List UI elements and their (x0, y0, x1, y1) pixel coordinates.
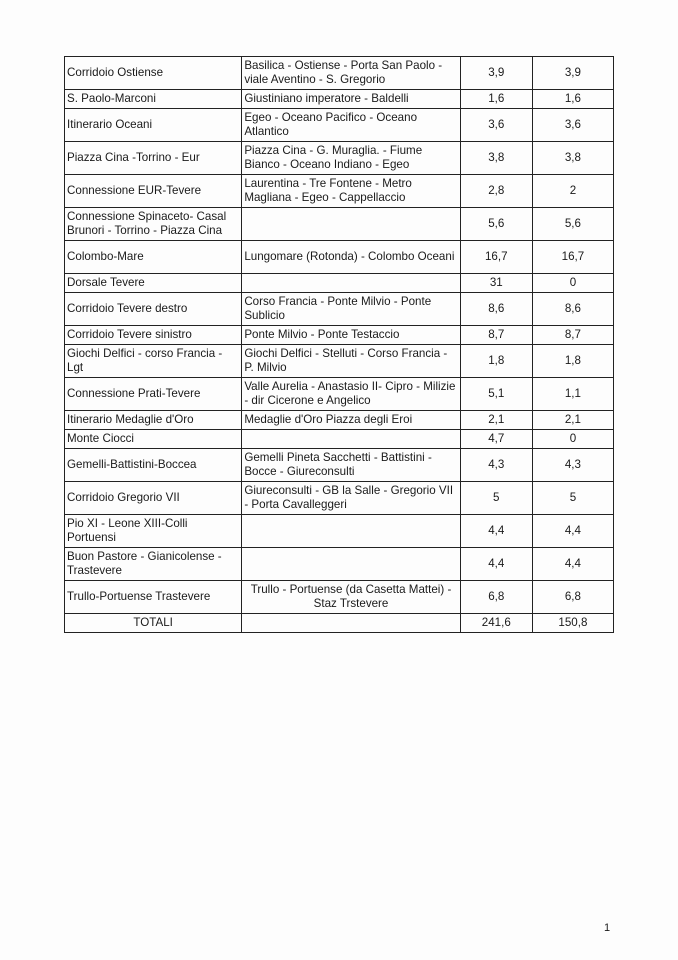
km-value-2: 16,7 (532, 241, 613, 274)
route-name: Corridoio Tevere sinistro (65, 326, 242, 345)
km-value-2: 5,6 (532, 208, 613, 241)
km-value-1: 4,3 (460, 449, 532, 482)
total-km-2: 150,8 (532, 614, 613, 633)
km-value-1: 1,6 (460, 90, 532, 109)
route-path (242, 548, 460, 581)
table-row (65, 548, 614, 581)
route-path: Giureconsulti - GB la Salle - Gregorio VII - Porta Cavalleggeri (242, 482, 460, 515)
totals-label: TOTALI (65, 614, 242, 633)
table-row (65, 57, 614, 90)
route-name: Corridoio Gregorio VII (65, 482, 242, 515)
table-row (65, 208, 614, 241)
km-value-1: 1,8 (460, 345, 532, 378)
km-value-2: 4,3 (532, 449, 613, 482)
km-value-2: 2,1 (532, 411, 613, 430)
km-value-1: 5,1 (460, 378, 532, 411)
km-value-2: 8,7 (532, 326, 613, 345)
route-path: Giochi Delfici - Stelluti - Corso Francia - P. Milvio (242, 345, 460, 378)
route-name: Colombo-Mare (65, 241, 242, 274)
table-row (65, 411, 614, 430)
route-name: Corridoio Ostiense (65, 57, 242, 90)
route-name: Giochi Delfici - corso Francia - Lgt (65, 345, 242, 378)
route-path: Piazza Cina - G. Muraglia. - Fiume Bianco - Oceano Indiano - Egeo (242, 142, 460, 175)
route-path (242, 274, 460, 293)
routes-table (64, 56, 614, 633)
route-name: S. Paolo-Marconi (65, 90, 242, 109)
table-row (65, 449, 614, 482)
route-name: Itinerario Oceani (65, 109, 242, 142)
route-name: Connessione Spinaceto- Casal Brunori - Torrino - Piazza Cina (65, 208, 242, 241)
km-value-1: 2,1 (460, 411, 532, 430)
km-value-1: 2,8 (460, 175, 532, 208)
table-row (65, 515, 614, 548)
table-row (65, 274, 614, 293)
km-value-2: 3,6 (532, 109, 613, 142)
km-value-2: 1,6 (532, 90, 613, 109)
route-path (242, 515, 460, 548)
table-row (65, 430, 614, 449)
table-row (65, 581, 614, 614)
km-value-1: 16,7 (460, 241, 532, 274)
route-name: Dorsale Tevere (65, 274, 242, 293)
table-row (65, 482, 614, 515)
route-path: Corso Francia - Ponte Milvio - Ponte Sublicio (242, 293, 460, 326)
km-value-1: 3,9 (460, 57, 532, 90)
km-value-2: 4,4 (532, 548, 613, 581)
table-row (65, 90, 614, 109)
km-value-1: 8,6 (460, 293, 532, 326)
km-value-2: 5 (532, 482, 613, 515)
route-path: Ponte Milvio - Ponte Testaccio (242, 326, 460, 345)
totals-route (242, 614, 460, 633)
table-row (65, 241, 614, 274)
table-row (65, 109, 614, 142)
km-value-1: 31 (460, 274, 532, 293)
table-row (65, 293, 614, 326)
km-value-1: 6,8 (460, 581, 532, 614)
route-name: Piazza Cina -Torrino - Eur (65, 142, 242, 175)
km-value-2: 6,8 (532, 581, 613, 614)
route-name: Trullo-Portuense Trastevere (65, 581, 242, 614)
route-name: Itinerario Medaglie d'Oro (65, 411, 242, 430)
route-name: Pio XI - Leone XIII-Colli Portuensi (65, 515, 242, 548)
route-path: Medaglie d'Oro Piazza degli Eroi (242, 411, 460, 430)
km-value-1: 4,7 (460, 430, 532, 449)
table-row (65, 142, 614, 175)
route-name: Buon Pastore - Gianicolense - Trastevere (65, 548, 242, 581)
km-value-1: 3,6 (460, 109, 532, 142)
totals-row (65, 614, 614, 633)
route-path (242, 430, 460, 449)
km-value-2: 3,9 (532, 57, 613, 90)
route-path: Egeo - Oceano Pacifico - Oceano Atlantico (242, 109, 460, 142)
km-value-1: 4,4 (460, 515, 532, 548)
km-value-2: 0 (532, 274, 613, 293)
route-path: Gemelli Pineta Sacchetti - Battistini - Bocce - Giureconsulti (242, 449, 460, 482)
table-row (65, 378, 614, 411)
route-path: Valle Aurelia - Anastasio II- Cipro - Milizie - dir Cicerone e Angelico (242, 378, 460, 411)
route-name: Gemelli-Battistini-Boccea (65, 449, 242, 482)
km-value-2: 0 (532, 430, 613, 449)
km-value-1: 8,7 (460, 326, 532, 345)
route-name: Connessione Prati-Tevere (65, 378, 242, 411)
km-value-2: 1,8 (532, 345, 613, 378)
table-row (65, 345, 614, 378)
route-name: Monte Ciocci (65, 430, 242, 449)
km-value-1: 3,8 (460, 142, 532, 175)
km-value-1: 5,6 (460, 208, 532, 241)
km-value-2: 3,8 (532, 142, 613, 175)
route-path: Giustiniano imperatore - Baldelli (242, 90, 460, 109)
total-km-1: 241,6 (460, 614, 532, 633)
km-value-2: 4,4 (532, 515, 613, 548)
page-number: 1 (604, 922, 611, 934)
route-path: Laurentina - Tre Fontene - Metro Magliana - Egeo - Cappellaccio (242, 175, 460, 208)
km-value-1: 4,4 (460, 548, 532, 581)
table-row (65, 326, 614, 345)
km-value-2: 1,1 (532, 378, 613, 411)
km-value-1: 5 (460, 482, 532, 515)
route-path: Trullo - Portuense (da Casetta Mattei) - Staz Trstevere (242, 581, 460, 614)
table-row (65, 175, 614, 208)
km-value-2: 2 (532, 175, 613, 208)
route-path (242, 208, 460, 241)
route-path: Lungomare (Rotonda) - Colombo Oceani (242, 241, 460, 274)
route-path: Basilica - Ostiense - Porta San Paolo - viale Aventino - S. Gregorio (242, 57, 460, 90)
route-name: Corridoio Tevere destro (65, 293, 242, 326)
km-value-2: 8,6 (532, 293, 613, 326)
route-name: Connessione EUR-Tevere (65, 175, 242, 208)
